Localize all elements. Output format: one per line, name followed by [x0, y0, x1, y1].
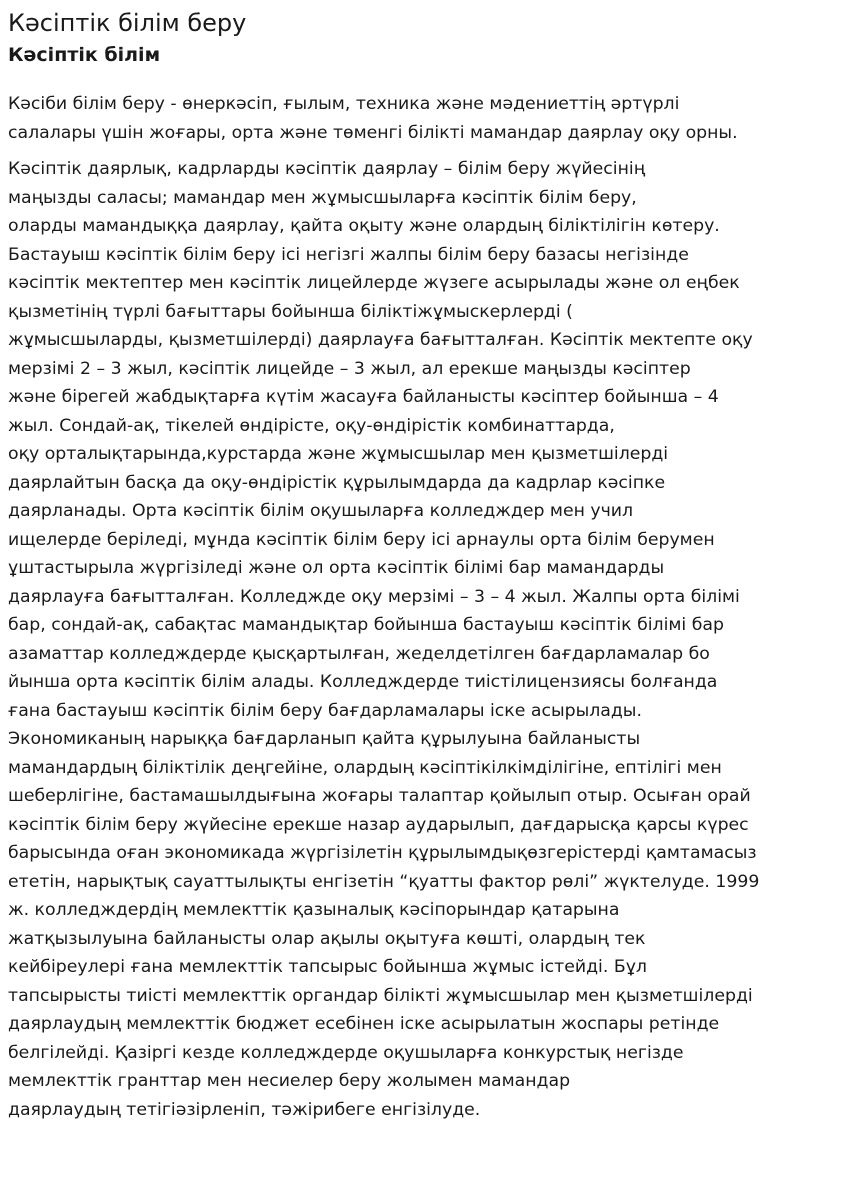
text-line: маңызды саласы; мамандар мен жұмысшыларға кәсіптік білім беру, [8, 187, 637, 208]
paragraph [8, 155, 839, 1124]
text-line: ищелерде беріледі, мұнда кәсіптік білім беру ісі арнаулы орта білім берумен [8, 529, 715, 550]
text-line: мамандардың біліктілік деңгейіне, олардың кәсіптікілкімділігіне, ептілігі мен [8, 757, 722, 778]
text-line: оларды мамандыққа даярлау, қайта оқыту және олардың біліктілігін көтеру. [8, 216, 720, 236]
text-line: және бірегей жабдықтарға күтім жасауға байланысты кәсіптер бойынша – 4 [8, 387, 719, 407]
text-line: Кәсіби білім беру - өнеркәсіп, ғылым, техника және мәдениеттің әртүрлі [8, 94, 680, 114]
text-line: даярлайтын басқа да оқу-өндірістік құрылымдарда да кадрлар кәсіпке [8, 472, 666, 493]
text-line: кейбіреулері ғана мемлекттік тапсырыс бойынша жұмыс істейді. Бұл [8, 957, 647, 977]
text-line: кәсіптік мектептер мен кәсіптік лицейлерде жүзеге асырылады және ол еңбек [8, 273, 740, 293]
text-line: Бастауыш кәсіптік білім беру ісі негізгі жалпы білім беру базасы негізінде [8, 244, 689, 265]
text-line: даярлауға бағытталған. Колледжде оқу мерзімі – 3 – 4 жыл. Жалпы орта білімі [8, 586, 740, 607]
text-line: мерзімі 2 – 3 жыл, кәсіптік лицейде – 3 жыл, ал ерекше маңызды кәсіптер [8, 358, 691, 379]
text-line: азаматтар колледждерде қысқартылған, жеделдетілген бағдарламалар бо [8, 643, 710, 664]
text-line: даярлаудың тетігіәзірленіп, тәжірибеге енгізілуде. [8, 1099, 481, 1120]
text-line: даярлаудың мемлекттік бюджет есебінен іске асырылатын жоспары ретінде [8, 1014, 720, 1034]
text-line: белгілейді. Қазіргі кезде колледждерде оқушыларға конкурстық негізде [8, 1042, 684, 1063]
text-line: Кәсіптік даярлық, кадрларды кәсіптік даярлау – білім беру жүйесінің [8, 159, 646, 179]
text-line: салалары үшін жоғары, орта және төменгі білікті мамандар даярлау оқу орны. [8, 122, 738, 143]
text-line: тапсырысты тиісті мемлекттік органдар білікті жұмысшылар мен қызметшілерді [8, 985, 753, 1006]
text-line: жыл. Сондай-ақ, тікелей өндірісте, оқу-өндірістік комбинаттарда, [8, 415, 615, 436]
text-line: кәсіптік білім беру жүйесіне ерекше назар аударылып, дағдарысқа қарсы күрес [8, 814, 749, 835]
page-title: Кәсіптік білім беру [8, 9, 247, 37]
text-line: Экономиканың нарыққа бағдарланып қайта құрылуына байланысты [8, 729, 641, 749]
text-line: қызметінің түрлі бағыттары бойынша біліктіжұмыскерлерді ( [8, 301, 573, 322]
text-line: даярланады. Орта кәсіптік білім оқушыларға колледждер мен учил [8, 501, 634, 521]
text-line: мемлекттік гранттар мен несиелер беру жолымен мамандар [8, 1071, 571, 1091]
text-line: жұмысшыларды, қызметшілерді) даярлауға бағытталған. Кәсіптік мектепте оқу [8, 330, 753, 350]
text-line: ж. колледждердің мемлекттік қазыналық кәсіпорындар қатарына [8, 900, 620, 920]
document-body [8, 90, 839, 1124]
text-line: шеберлігіне, бастамашылдығына жоғары талаптар қойылып отыр. Осыған орай [8, 786, 751, 806]
text-line: жатқызылуына байланысты олар ақылы оқытуға көшті, олардың тек [8, 928, 646, 949]
text-line: йынша орта кәсіптік білім алады. Колледждерде тиістілицензиясы болғанда [8, 672, 718, 692]
text-line: ететін, нарықтық сауаттылықты енгізетін “қуатты фактор рөлі” жүктелуде. 1999 [8, 871, 760, 892]
page-subtitle: Кәсіптік білім [8, 44, 161, 66]
paragraph [8, 90, 839, 147]
text-line: барысында оған экономикада жүргізілетін құрылымдықөзгерістерді қамтамасыз [8, 843, 757, 863]
text-line: бар, сондай-ақ, сабақтас мамандықтар бойынша бастауыш кәсіптік білімі бар [8, 615, 724, 635]
text-line: оқу орталықтарында,курстарда және жұмысшылар мен қызметшілерді [8, 444, 669, 464]
text-line: ғана бастауыш кәсіптік білім беру бағдарламалары іске асырылады. [8, 700, 642, 721]
text-line: ұштастырыла жүргізіледі және ол орта кәсіптік білімі бар мамандарды [8, 558, 665, 578]
